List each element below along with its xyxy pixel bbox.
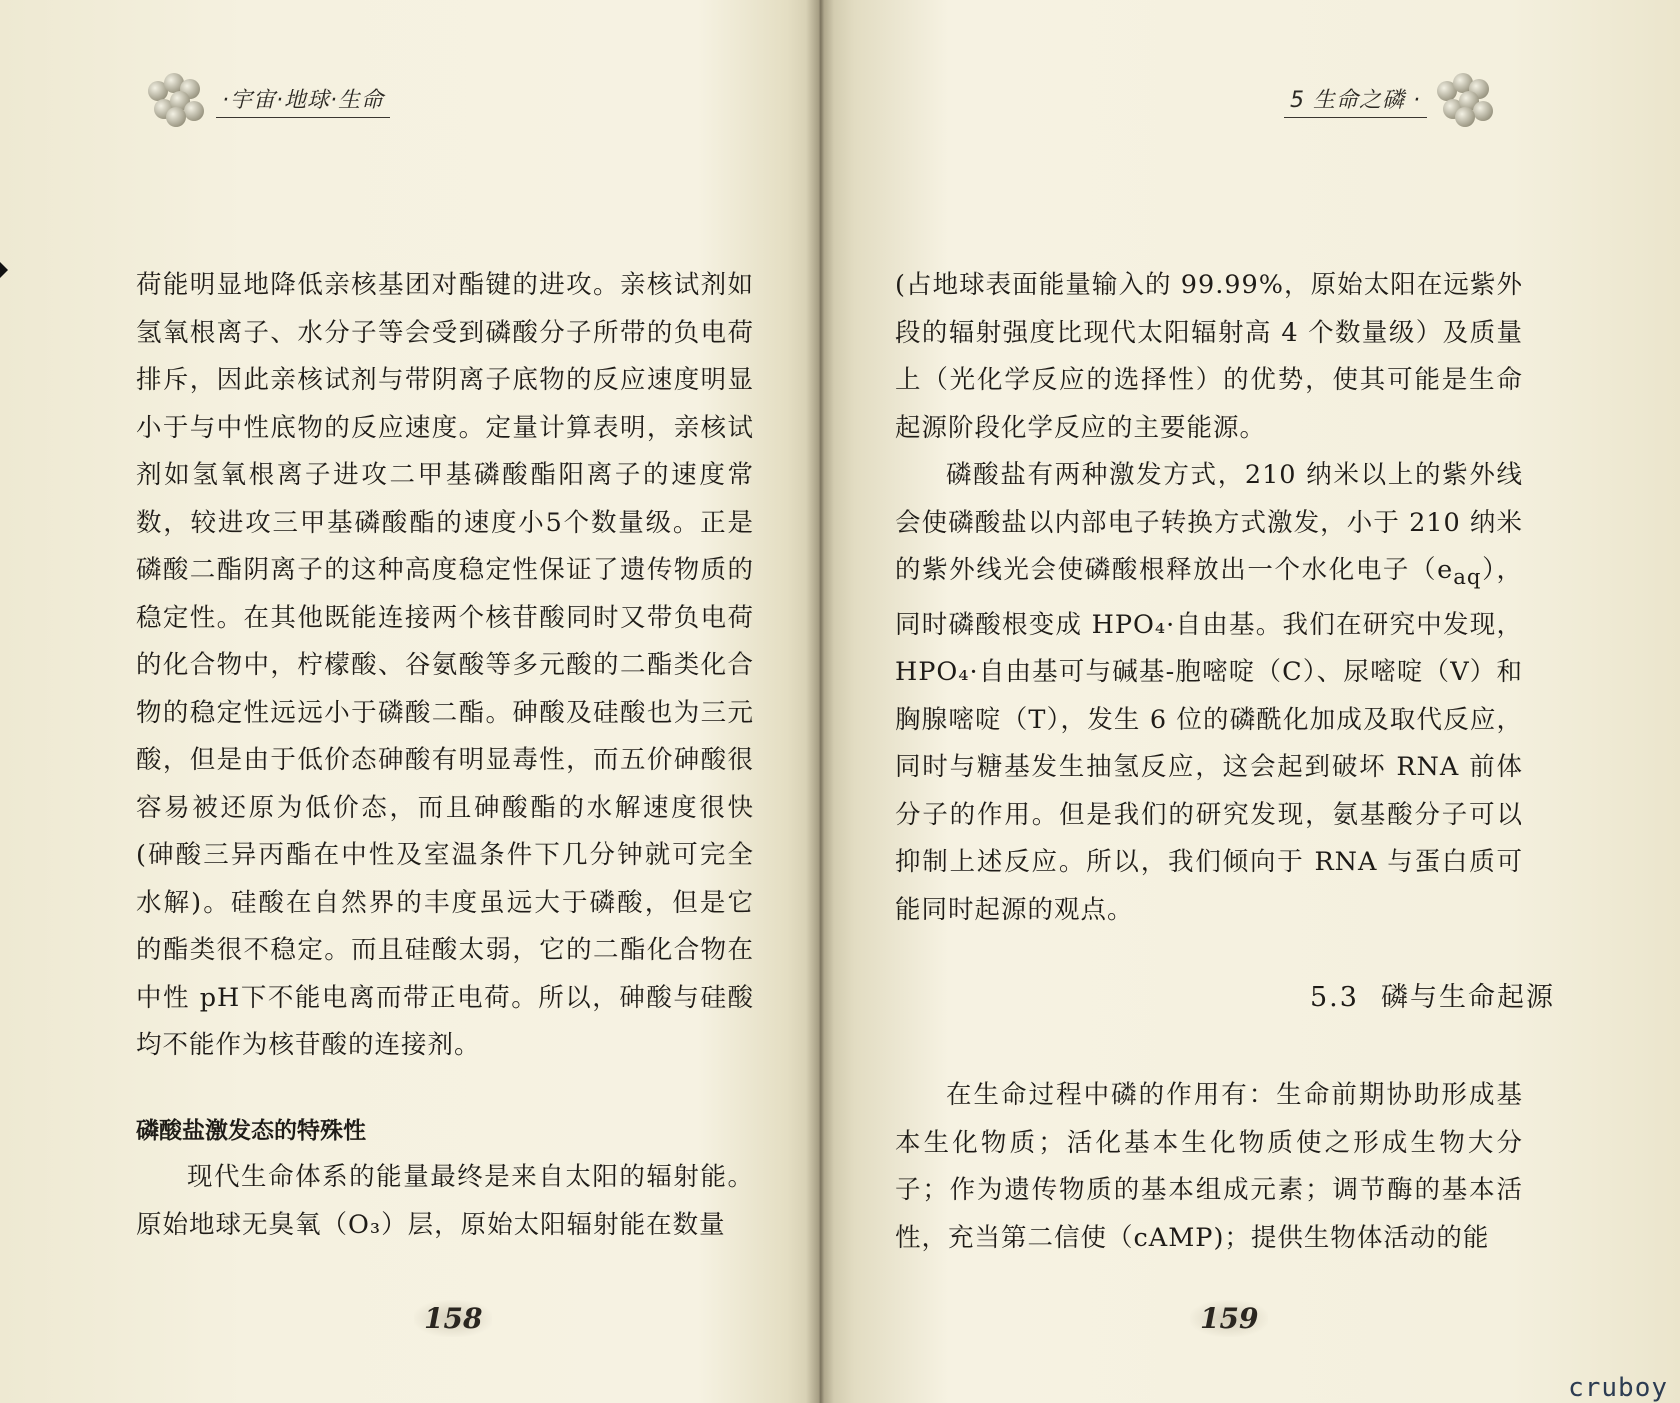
left-header-title: ·宇宙·地球·生命	[216, 83, 390, 118]
left-paragraph-1: 荷能明显地降低亲核基团对酯键的进攻。亲核试剂如氢氧根离子、水分子等会受到磷酸分子所带的负电荷排斥，因此亲核试剂与带阴离子底物的反应速度明显小于与中性底物的反应速度。定量计算表明，亲核试剂如氢氧根离子进攻二甲基磷酸酯阳离子的速度常数，较进攻三甲基磷酸酯的速度小5个数量级。正是磷酸二酯阴离子的这种高度稳定性保证了遗传物质的稳定性。在其他既能连接两个核苷酸同时又带负电荷的化合物中，柠檬酸、谷氨酸等多元酸的二酯类化合物的稳定性远远小于磷酸二酯。砷酸及硅酸也为三元酸，但是由于低价态砷酸有明显毒性，而五价砷酸很容易被还原为低价态，而且砷酸酯的水解速度很快(砷酸三异丙酯在中性及室温条件下几分钟就可完全水解)。硅酸在自然界的丰度虽远大于磷酸，但是它的酯类很不稳定。而且硅酸太弱，它的二酯化合物在中性 pH下不能电离而带正电荷。所以，砷酸与硅酸均不能作为核苷酸的连接剂。	[136, 270, 754, 1060]
left-subheading: 磷酸盐激发态的特殊性	[136, 1118, 366, 1144]
right-paragraph-3: 在生命过程中磷的作用有：生命前期协助形成基本生化物质；活化基本生化物质使之形成生物大分子；作为遗传物质的基本组成元素；调节酶的基本活性，充当第二信使（cAMP)；提供生物体活动的能	[895, 1080, 1523, 1253]
right-body-text	[895, 262, 1523, 934]
page-number-right: 159	[1190, 1300, 1268, 1337]
right-body-text-2	[895, 1072, 1523, 1262]
left-body-text-2	[136, 1154, 754, 1249]
scanner-watermark: cruboy	[1568, 1373, 1668, 1403]
left-body-text	[136, 262, 754, 1070]
edge-mark	[0, 262, 8, 278]
left-header	[148, 70, 390, 130]
page-number-left: 158	[414, 1300, 492, 1337]
right-paragraph-2: 磷酸盐有两种激发方式，210 纳米以上的紫外线会使磷酸盐以内部电子转换方式激发，小于 210 纳米的紫外线光会使磷酸根释放出一个水化电子$(e_{aq})$，同时磷酸根变成 HPO₄·自由基。我们在研究中发现，HPO₄·自由基可与碱基-胞嘧啶（C）、尿嘧啶（V）和胸腺嘧啶（T），发生 6 位的磷酰化加成及取代反应，同时与糖基发生抽氢反应，这会起到破坏 RNA 前体分子的作用。但是我们的研究发现，氨基酸分子可以抑制上述反应。所以，我们倾向于 RNA 与蛋白质可能同时起源的观点。	[895, 460, 1523, 925]
right-header	[1284, 70, 1495, 130]
left-paragraph-2: 现代生命体系的能量最终是来自太阳的辐射能。原始地球无臭氧（O₃）层，原始太阳辐射能在数量	[136, 1162, 754, 1240]
right-paragraph-1: (占地球表面能量输入的 99.99%，原始太阳在远紫外段的辐射强度比现代太阳辐射高 4 个数量级）及质量上（光化学反应的选择性）的优势，使其可能是生命起源阶段化学反应的主要能源。	[895, 270, 1523, 443]
right-header-title: 5 生命之磷 ·	[1284, 83, 1427, 118]
section-number: 5.3	[1310, 982, 1359, 1013]
molecule-logo-icon	[1437, 73, 1495, 127]
section-title: 磷与生命起源	[1380, 982, 1555, 1013]
section-heading	[1310, 975, 1555, 1014]
book-gutter	[806, 0, 834, 1403]
molecule-logo-icon	[148, 73, 206, 127]
